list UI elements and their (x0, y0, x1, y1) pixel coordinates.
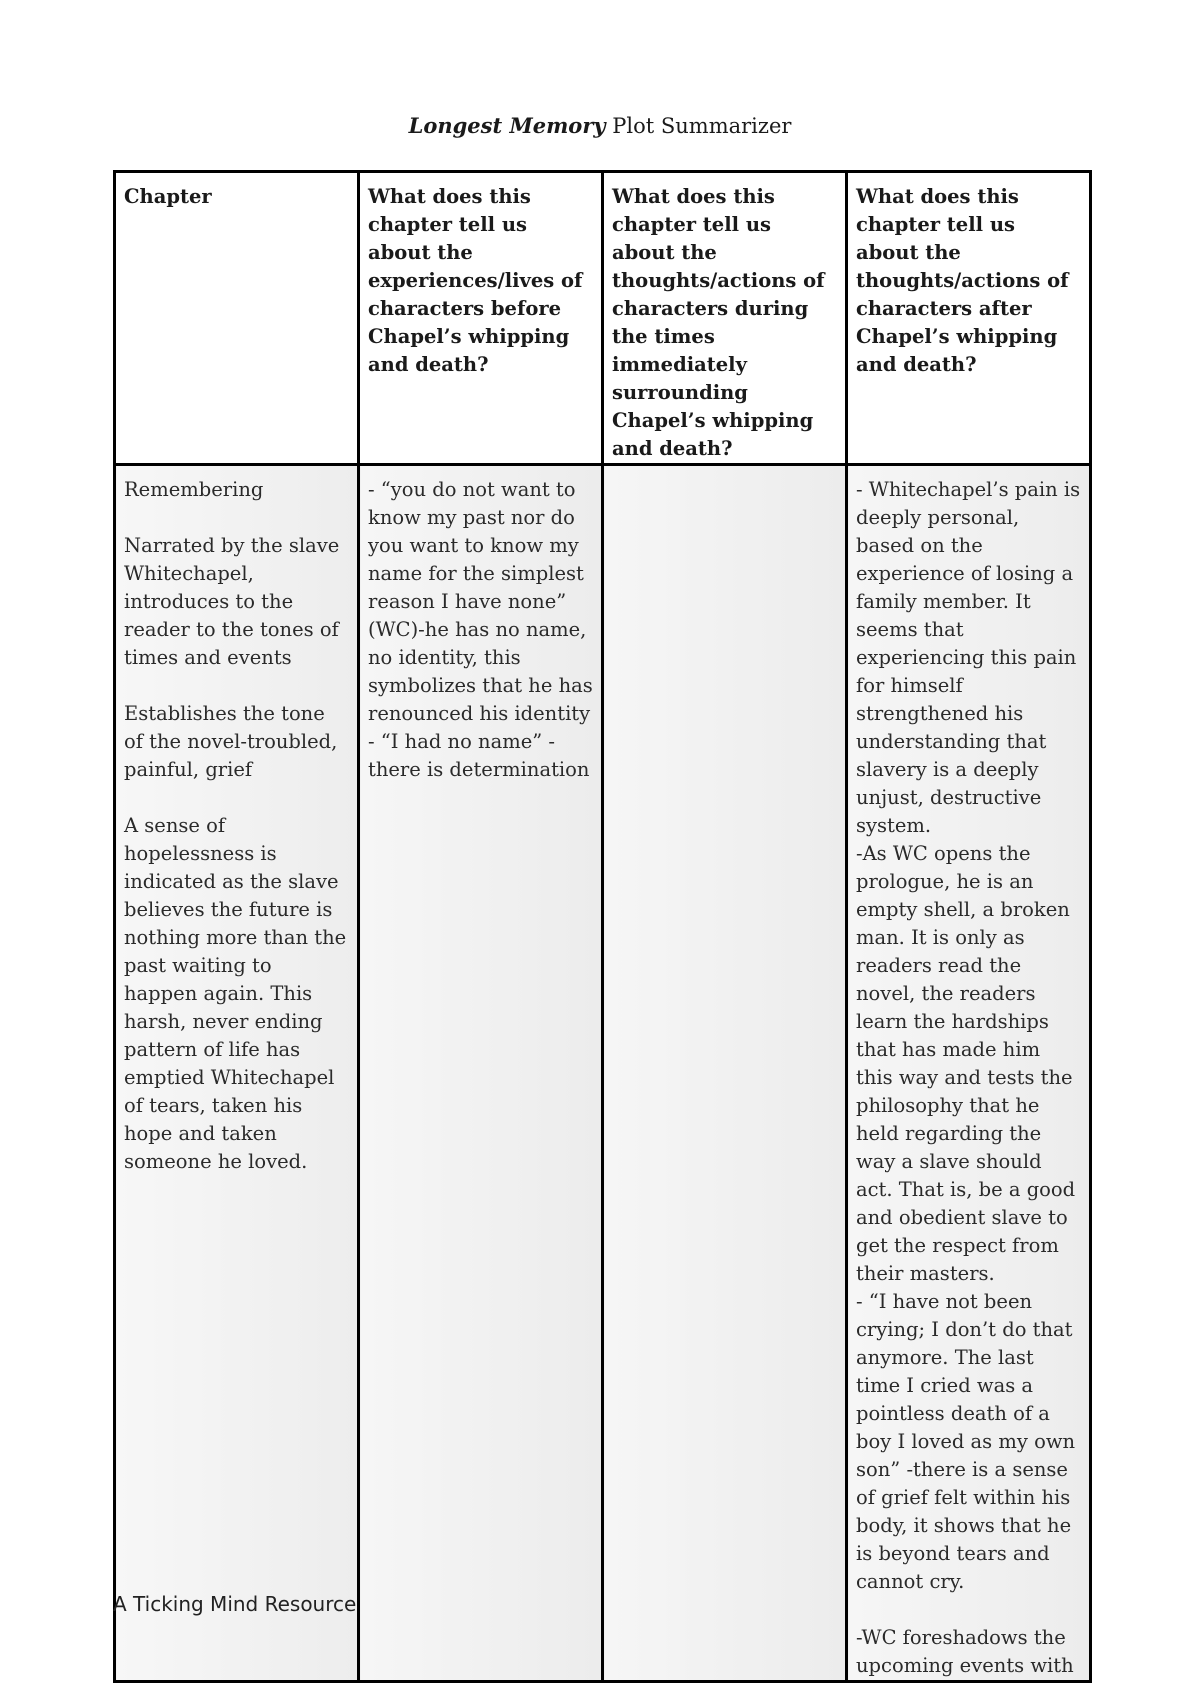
before-paragraph: - “I had no name” - there is determination (368, 730, 590, 781)
page-title (0, 113, 1200, 138)
after-paragraph: -As WC opens the prologue, he is an empty shell, a broken man. It is only as readers read the novel, the readers learn the hardships that has made him this way and tests the philosophy that he held regarding the way a slave should act. That is, be a good and obedient slave to get the respect from their masters. (856, 842, 1082, 1285)
header-after: What does this chapter tell us about the thoughts/actions of characters after Chapel’s whipping and death? (847, 172, 1091, 465)
cell-during (603, 465, 847, 1682)
chapter-name: Remembering (124, 478, 264, 501)
cell-chapter (115, 465, 359, 1682)
title-suffix: Plot Summarizer (605, 114, 792, 138)
after-paragraph: - “I have not been crying; I don’t do that anymore. The last time I cried was a pointless death of a boy I loved as my own son” -there is a sense of grief felt within his body, it shows that he is beyond tears and cannot cry. (856, 1290, 1082, 1593)
plot-summarizer-table (113, 170, 1092, 1683)
book-title: Longest Memory (408, 113, 606, 138)
chapter-paragraph: Establishes the tone of the novel-troubled, painful, grief (124, 702, 344, 781)
table-row (115, 465, 1091, 1682)
chapter-paragraph: Narrated by the slave Whitechapel, introduces to the reader to the tones of times and events (124, 534, 346, 669)
cell-before (359, 465, 603, 1682)
after-paragraph: - Whitechapel’s pain is deeply personal, based on the experience of losing a family member. It seems that experiencing this pain for himself strengthened his understanding that slavery is a deeply unjust, destructive system. (856, 478, 1087, 837)
header-row (115, 172, 1091, 465)
chapter-paragraph: A sense of hopelessness is indicated as the slave believes the future is nothing more than the past waiting to happen again. This harsh, never ending pattern of life has emptied Whitechapel of tears, taken his hope and taken someone he loved. (124, 814, 353, 1173)
header-chapter: Chapter (115, 172, 359, 465)
header-before: What does this chapter tell us about the experiences/lives of characters before Chapel’s whipping and death? (359, 172, 603, 465)
footer-credit: A Ticking Mind Resource (113, 1592, 357, 1616)
before-paragraph: - “you do not want to know my past nor do you want to know my name for the simplest reason I have none” (WC)-he has no name, no identity, this symbolizes that he has renounced his identity (368, 478, 599, 725)
header-during: What does this chapter tell us about the thoughts/actions of characters during the times immediately surrounding Chapel’s whipping and death? (603, 172, 847, 465)
cell-after (847, 465, 1091, 1682)
after-paragraph: -WC foreshadows the upcoming events with (856, 1626, 1074, 1677)
